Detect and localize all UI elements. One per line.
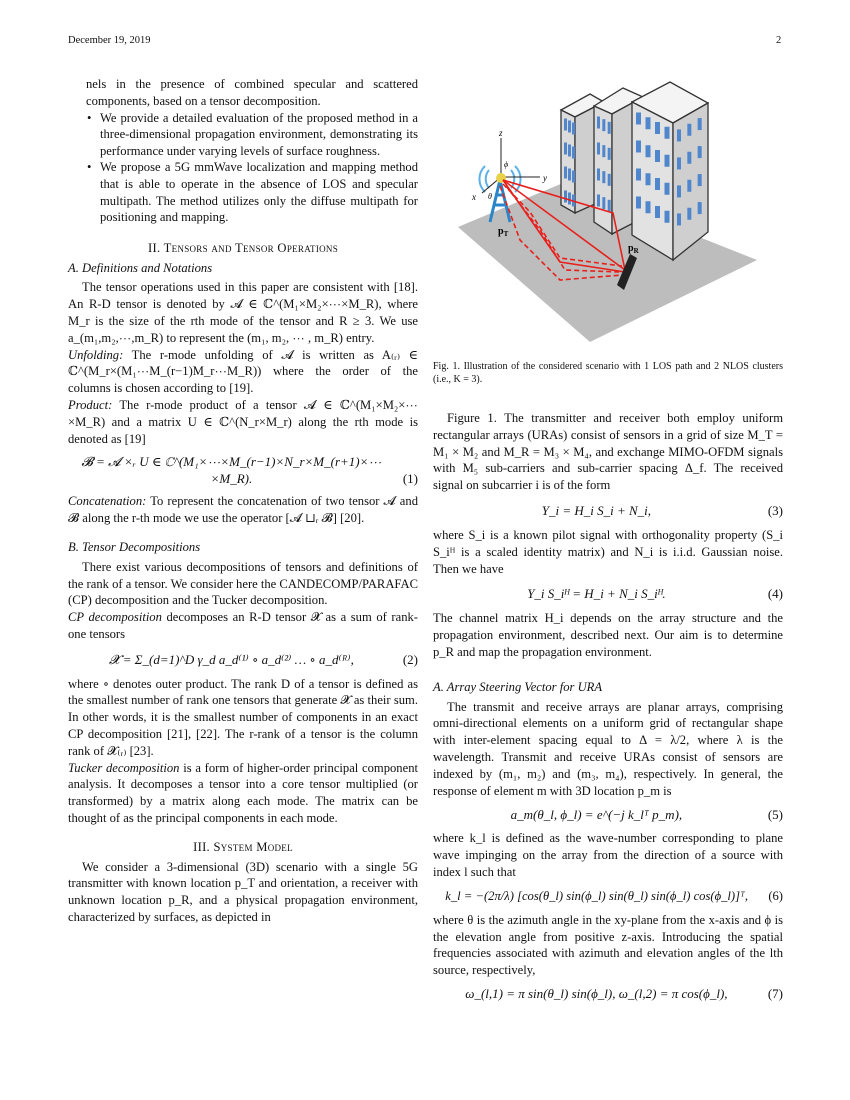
window	[646, 145, 651, 157]
paragraph-continuation: nels in the presence of combined specular and scattered components, based on a tensor decomposition.	[86, 77, 418, 108]
equation-4-body: Y_i S_iᴴ = H_i + N_i S_iᴴ.	[527, 586, 666, 602]
window	[687, 152, 691, 164]
label-p-r: $p_R$	[628, 243, 639, 255]
window	[698, 146, 702, 158]
equation-2-number: (2)	[402, 651, 418, 667]
window	[597, 143, 600, 155]
tucker-text: is a form of higher-order principal component analysis. It decomposes a tensor into a core tensor multiplied (or transformed) by a matrix along each mode. The matrix can be thought of as the principal components in each mode.	[68, 760, 418, 826]
window	[698, 174, 702, 186]
equation-5-number: (5)	[767, 807, 783, 823]
window	[677, 129, 681, 141]
angle-label-theta: θ	[488, 192, 492, 201]
figure-scenario-illustration	[440, 60, 800, 360]
product-text: The r-mode product of a tensor 𝓐 ∈ ℂ^(M₁×M₂×⋯×M_R) and a matrix U ∈ ℂ^(N_r×M_r) along the rth mode is denoted as [19]	[68, 397, 418, 446]
running-header-date: December 19, 2019	[68, 35, 151, 46]
cp-text: decomposes an R-D tensor 𝓧 as a sum of rank-one tensors	[68, 610, 418, 641]
window	[564, 167, 567, 179]
equation-7-number: (7)	[767, 985, 783, 1001]
equation-1-body: 𝓑 = 𝓐 ×ᵣ U ∈ ℂ^(M₁×⋯×M_(r−1)×N_r×M_(r+1)×⋯×M_R).	[81, 454, 382, 487]
window	[665, 155, 670, 167]
window	[568, 169, 571, 181]
concatenation-text: To represent the concatenation of two tensor 𝓐 and 𝓑 along the r-th mode we use the operator [𝓐 ⊔ᵣ 𝓑] [20].	[68, 494, 418, 526]
subsection-heading-steering-vector: A. Array Steering Vector for URA	[433, 679, 603, 694]
window	[636, 169, 641, 181]
window	[646, 117, 651, 129]
window	[568, 121, 571, 133]
window	[655, 178, 660, 190]
equation-1	[68, 453, 418, 487]
equation-6-body: k_l = −(2π/λ) [cos(θ_l) sin(ϕ_l) sin(θ_l) sin(ϕ_l) cos(ϕ_l)]ᵀ,	[445, 888, 748, 903]
equation-2-body: 𝓧 = Σ_(d=1)^D γ_d a_d⁽¹⁾ ∘ a_d⁽²⁾ … ∘ a_d⁽ᴿ⁾,	[108, 651, 354, 667]
figure-caption: Fig. 1. Illustration of the considered scenario with 1 LOS path and 2 NLOS clusters (i.e., K = 3).	[433, 361, 783, 385]
equation-4	[433, 585, 783, 602]
section-heading-tensors: II. Tensors and Tensor Operations	[147, 240, 339, 255]
paragraph-rank: where ∘ denotes outer product. The rank D of a tensor is defined as the smallest number of rank one tensors that generate 𝓧 as their sum. In other words, it is the smallest number of components in an exact CP decomposition [21], [22]. The r-rank of a tensor is the column rank of 𝓧₍ᵣ₎ [23].	[68, 676, 418, 758]
cp-label: CP decomposition	[68, 610, 162, 625]
window	[687, 124, 691, 136]
equation-5	[433, 806, 783, 823]
equation-1-number: (1)	[402, 471, 418, 487]
window	[687, 208, 691, 220]
paragraph-tensor-notation: The tensor operations used in this paper are consistent with [18]. An R-D tensor is denoted by 𝓐 ∈ ℂ^(M₁×M₂×⋯×M_R), where M_r is the size of the rth mode of the tensor and R ≥ 3. We use a_(m₁,m₂,⋯,m_R) to represent the (m₁, m₂, ⋯ , m_R) entry.	[68, 280, 418, 345]
window	[698, 202, 702, 214]
contribution-bullet-1: • We provide a detailed evaluation of the proposed method in a three-dimensional propagation environment, demonstrating its performance under varying levels of surface roughness.	[84, 110, 418, 160]
window	[665, 127, 670, 139]
window	[597, 195, 600, 207]
subsection-heading-definitions: A. Definitions and Notations	[68, 260, 213, 275]
window	[636, 113, 641, 125]
window	[597, 169, 600, 181]
paragraph-pilot: where S_i is a known pilot signal with orthogonality property (S_i S_iᴴ is a scaled identity matrix) and N_i is i.i.d. Gaussian noise. Then we have	[433, 527, 783, 576]
window	[677, 185, 681, 197]
equation-6-number: (6)	[768, 888, 783, 903]
page-number: 2	[776, 35, 782, 46]
equation-7-body: ω_(l,1) = π sin(θ_l) sin(ϕ_l), ω_(l,2) = π cos(ϕ_l),	[465, 985, 728, 1001]
unfolding-text: The r-mode unfolding of 𝓐 is written as A₍ᵣ₎ ∈ ℂ^(M_r×(M₁⋯M_(r−1)M_r⋯M_R)) where the order of the columns is chosen according to [19].	[68, 347, 418, 396]
paragraph-product	[68, 397, 418, 447]
paragraph-tucker	[68, 760, 418, 827]
contribution-bullet-2: • We propose a 5G mmWave localization and mapping method that is able to operate in the absence of LOS and specular multipath. The method utilizes only the diffuse multipath for positioning and mapping.	[84, 159, 418, 225]
left-column	[68, 76, 418, 926]
axis-label-x: x	[472, 192, 476, 202]
paragraph-channel-matrix: The channel matrix H_i depends on the array structure and the propagation environment, described next. Our aim is to determine p_R and map the propagation environment.	[433, 611, 783, 659]
equation-4-number: (4)	[767, 586, 783, 602]
window	[568, 193, 571, 205]
right-column	[433, 360, 783, 1008]
window	[698, 118, 702, 130]
window	[655, 206, 660, 218]
equation-6	[433, 888, 783, 905]
paragraph-unfolding	[68, 347, 418, 397]
paragraph-ura-signal: Figure 1. The transmitter and receiver both employ uniform rectangular arrays (URAs) consist of sensors in a grid of size M_T = M₁ × M₂ and M_R = M₃ × M₄, and exchange MIMO-OFDM signals with M₅ sub-carriers and sub-carrier spacing Δ_f. The received signal on subcarrier i is of the form	[433, 411, 783, 493]
window	[677, 213, 681, 225]
window	[677, 157, 681, 169]
equation-3-number: (3)	[767, 502, 783, 518]
subsection-heading-decompositions: B. Tensor Decompositions	[68, 539, 201, 554]
window	[608, 200, 611, 212]
unfolding-label: Unfolding:	[68, 347, 124, 362]
window	[564, 143, 567, 155]
window	[655, 150, 660, 162]
window	[687, 180, 691, 192]
window	[608, 174, 611, 186]
window	[602, 171, 605, 183]
product-label: Product:	[68, 397, 113, 412]
window	[602, 119, 605, 131]
window	[646, 173, 651, 185]
equation-5-body: a_m(θ_l, ϕ_l) = e^(−j k_lᵀ p_m),	[510, 807, 683, 823]
building-3	[632, 82, 708, 260]
paragraph-decompositions: There exist various decompositions of tensors and definitions of the rank of a tensor. We consider here the CANDECOMP/PARAFAC (CP) decomposition and the Tucker decomposition.	[68, 559, 418, 608]
section-heading-system-model: III. System Model	[193, 839, 293, 854]
window	[608, 148, 611, 160]
window	[602, 197, 605, 209]
angle-label-phi: ϕ	[504, 160, 509, 169]
axis-label-z: z	[499, 128, 503, 138]
paragraph-wave-number: where k_l is defined as the wave-number corresponding to plane wave impinging on the array from the direction of a source with index l such that	[433, 831, 783, 879]
paragraph-planar-arrays: The transmit and receive arrays are planar arrays, comprising omni-directional elements on a uniform grid of rectangular shape with inter-element spacing equal to Δ = λ/2, where λ is the wavelength. Transmit and receive URAs consist of sensors are indexed by (m₁, m₂) and (m₃, m₄), respectively. In general, the response of element m with 3D location p_m is	[433, 699, 783, 798]
window	[572, 171, 575, 183]
window	[636, 197, 641, 209]
window	[568, 145, 571, 157]
equation-3-body: Y_i = H_i S_i + N_i,	[541, 502, 652, 518]
window	[636, 141, 641, 153]
paragraph-cp	[68, 609, 418, 643]
tucker-label: Tucker decomposition	[68, 760, 180, 775]
coordinate-axes	[482, 138, 540, 193]
window	[602, 145, 605, 157]
paragraph-system-model: We consider a 3-dimensional (3D) scenario with a single 5G transmitter with known location p_T and orientation, a receiver with unknown location p_R, and a physical propagation environment, characterized by surfaces, as depicted in	[68, 859, 418, 925]
window	[572, 147, 575, 159]
equation-2	[68, 651, 418, 668]
window	[665, 211, 670, 223]
paragraph-angles: where θ is the azimuth angle in the xy-plane from the x-axis and ϕ is the elevation angle from positive z-axis. Introducing the spatial frequencies associated with azimuth and elevation angles of the lth source, respectively,	[433, 912, 783, 978]
window	[655, 122, 660, 134]
paragraph-concatenation	[68, 493, 418, 527]
window	[646, 201, 651, 213]
equation-3	[433, 502, 783, 519]
axis-label-y: y	[543, 173, 547, 183]
window	[665, 183, 670, 195]
window	[608, 122, 611, 134]
concatenation-label: Concatenation:	[68, 494, 147, 509]
window	[572, 123, 575, 135]
label-p-t: $p_T$	[498, 226, 509, 238]
window	[564, 119, 567, 131]
equation-7	[433, 985, 783, 1002]
window	[597, 117, 600, 129]
window	[564, 191, 567, 203]
